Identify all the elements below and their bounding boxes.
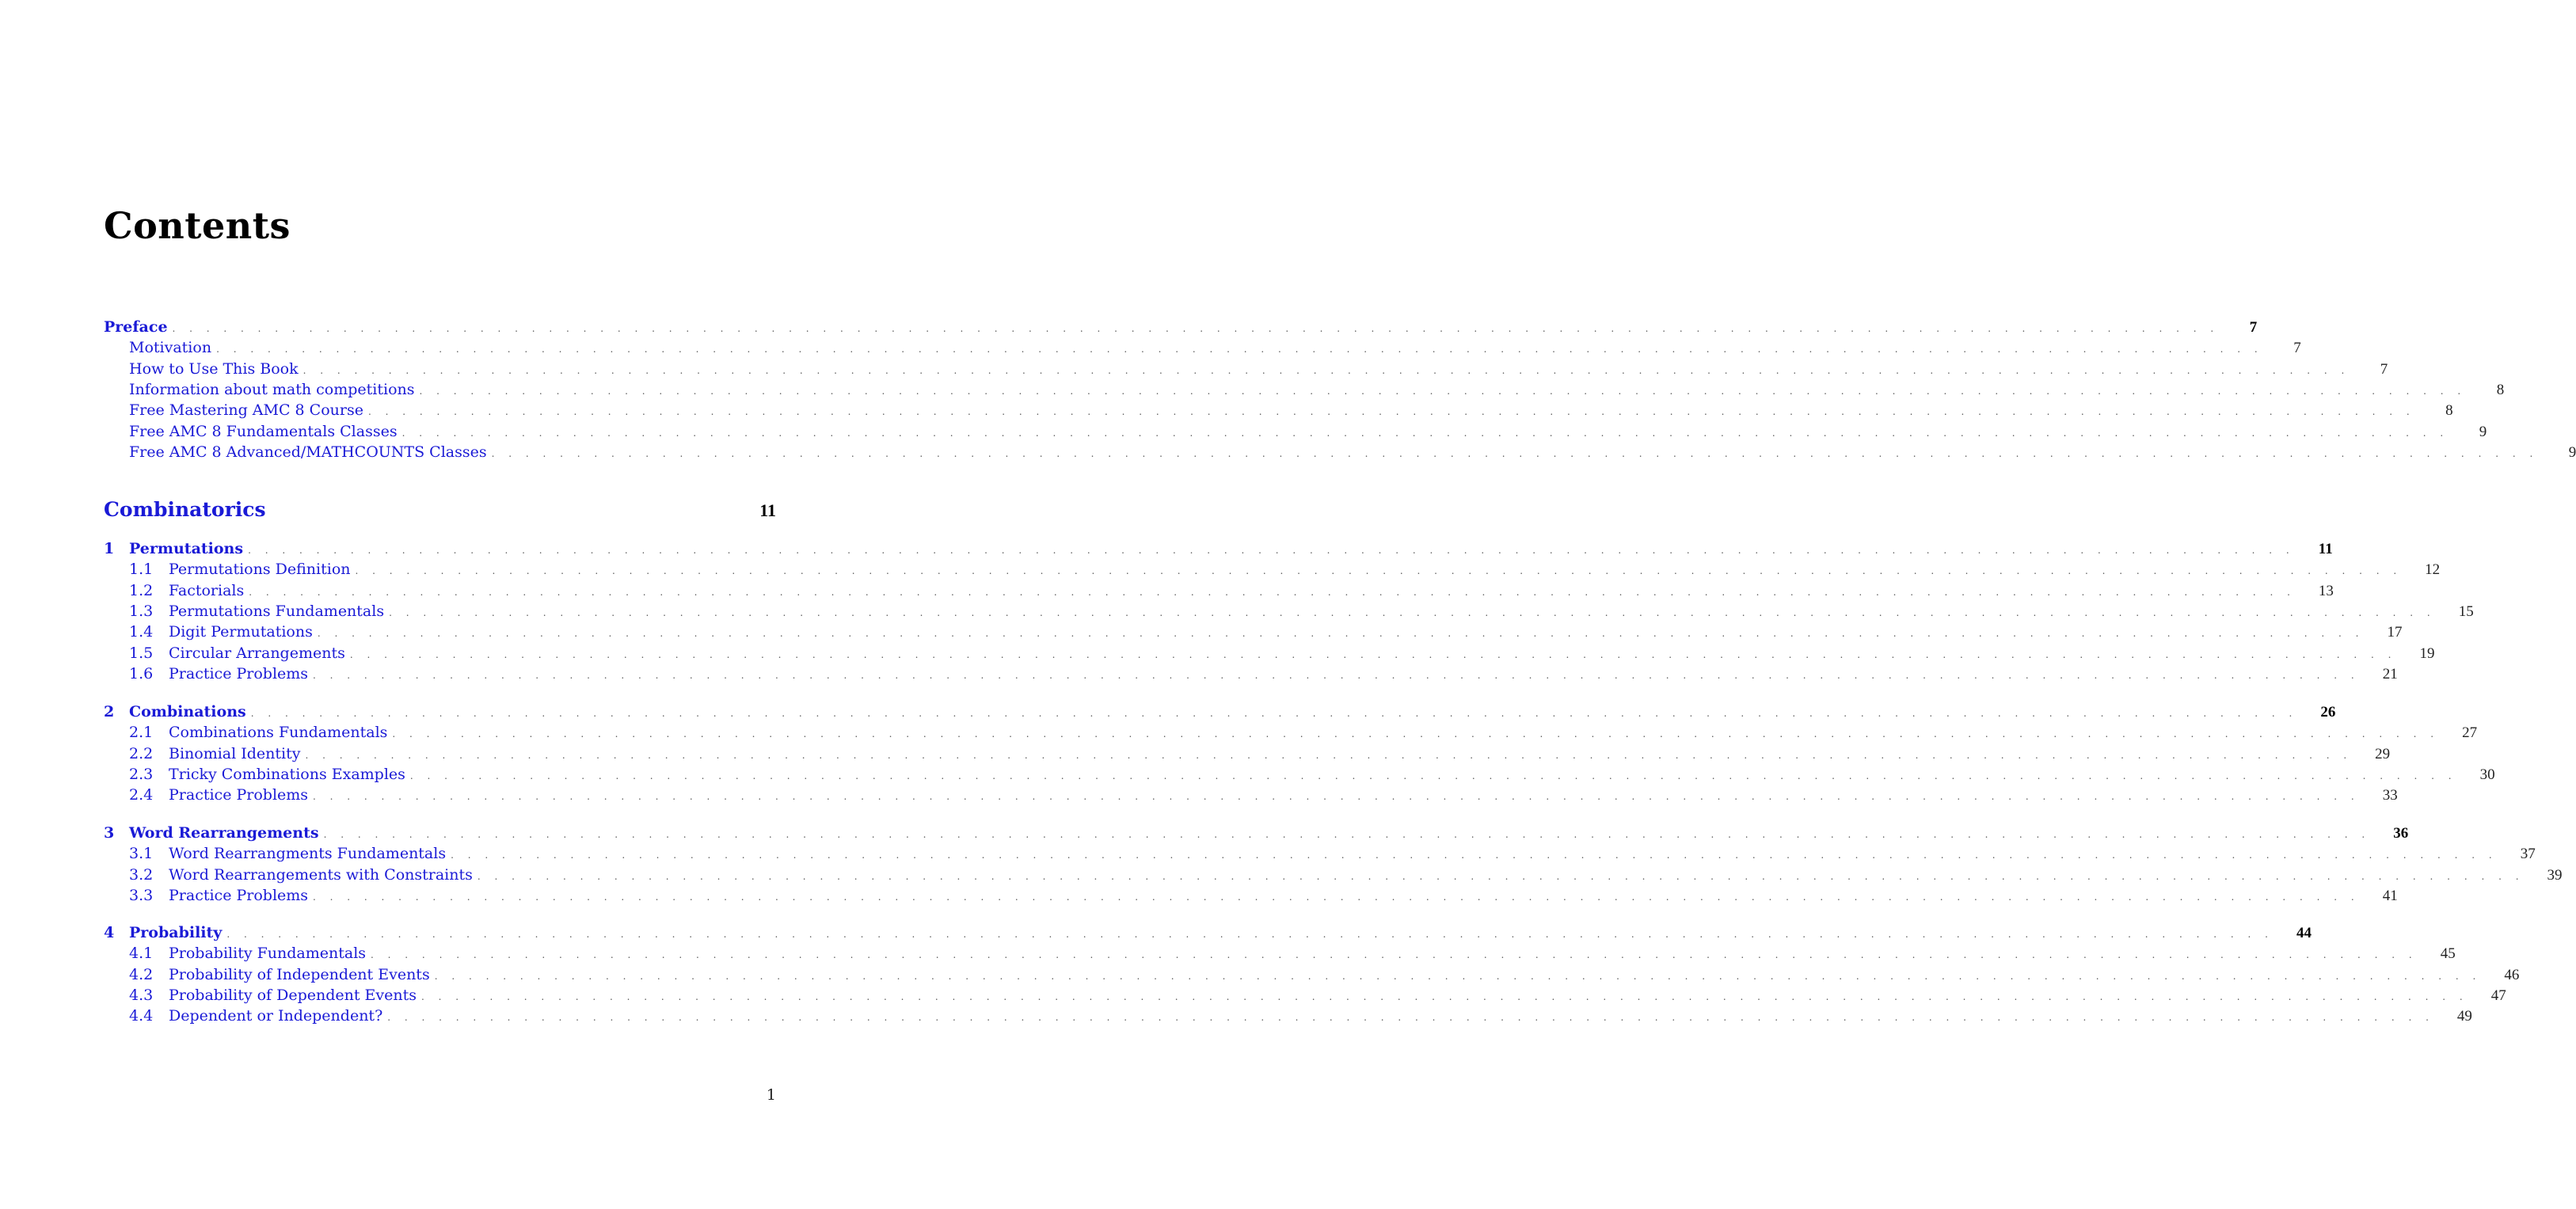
toc-entry-page: 7 — [2293, 340, 2301, 357]
toc-entry-label[interactable]: Permutations Fundamentals — [169, 602, 385, 620]
dot-leader: . . . . . . . . . . . . . . . . . . . . . . . . . . . . . . . . . . . . . . . . . . . . . . . . . . . . . . . . . . . . . . . . . . . . . . . . . . . . . . . . . . . . . . . . . . . . . . . . . . . . . . . . . . . . . . . . . . . . . . . . — [409, 770, 2457, 781]
toc-entry-label[interactable]: Practice Problems — [169, 786, 309, 804]
toc-entry-page: 12 — [2425, 561, 2441, 579]
toc-section[interactable] — [104, 622, 2403, 642]
toc-entry-label[interactable]: Preface — [104, 318, 168, 336]
dot-leader: . . . . . . . . . . . . . . . . . . . . . . . . . . . . . . . . . . . . . . . . . . . . . . . . . . . . . . . . . . . . . . . . . . . . . . . . . . . . . . . . . . . . . . . . . . . . . . . . . . . . . . . . . . . . . . . . . . . . . . . . — [367, 406, 2415, 418]
dot-leader: . . . . . . . . . . . . . . . . . . . . . . . . . . . . . . . . . . . . . . . . . . . . . . . . . . . . . . . . . . . . . . . . . . . . . . . . . . . . . . . . . . . . . . . . . . . . . . . . . . . . . . . . . . . . . . . . . . . . . . . . — [250, 708, 2298, 719]
toc-entry-label[interactable]: Dependent or Independent? — [169, 1007, 383, 1025]
toc-entry-label[interactable]: Free AMC 8 Fundamentals Classes — [129, 422, 398, 440]
toc-chapter[interactable] — [104, 701, 2336, 722]
toc-part[interactable] — [104, 497, 776, 523]
toc-entry-number: 4.1 — [129, 945, 154, 963]
dot-leader: . . . . . . . . . . . . . . . . . . . . . . . . . . . . . . . . . . . . . . . . . . . . . . . . . . . . . . . . . . . . . . . . . . . . . . . . . . . . . . . . . . . . . . . . . . . . . . . . . . . . . . . . . . . . . . . . . . . . . . . . — [302, 364, 2350, 376]
page-title: Contents — [104, 204, 291, 247]
dot-leader: . . . . . . . . . . . . . . . . . . . . . . . . . . . . . . . . . . . . . . . . . . . . . . . . . . . . . . . . . . . . . . . . . . . . . . . . . . . . . . . . . . . . . . . . . . . . . . . . . . . . . . . . . . . . . . . . . . . . . . . . — [401, 427, 2449, 439]
toc-entry-label[interactable]: Word Rearrangements — [129, 824, 319, 842]
toc-entry-page: 29 — [2375, 745, 2391, 762]
toc-preface-item[interactable] — [104, 359, 2388, 379]
toc-section[interactable] — [104, 885, 2398, 906]
dot-leader: . . . . . . . . . . . . . . . . . . . . . . . . . . . . . . . . . . . . . . . . . . . . . . . . . . . . . . . . . . . . . . . . . . . . . . . . . . . . . . . . . . . . . . . . . . . . . . . . . . . . . . . . . . . . . . . . . . . . . . . . — [355, 565, 2403, 577]
toc-entry-number: 2.1 — [129, 724, 154, 742]
toc-section[interactable] — [104, 785, 2398, 805]
toc-chapter[interactable] — [104, 922, 2312, 943]
toc-preface-item[interactable] — [104, 400, 2453, 420]
toc-section[interactable] — [104, 601, 2474, 622]
dot-leader: . . . . . . . . . . . . . . . . . . . . . . . . . . . . . . . . . . . . . . . . . . . . . . . . . . . . . . . . . . . . . . . . . . . . . . . . . . . . . . . . . . . . . . . . . . . . . . . . . . . . . . . . . . . . . . . . . . . . . . . . — [249, 586, 2296, 598]
toc-section[interactable] — [104, 943, 2456, 964]
toc-entry-page: 46 — [2504, 966, 2520, 983]
toc-entry-page: 9 — [2568, 443, 2576, 461]
toc-entry-label[interactable]: Permutations Definition — [169, 561, 351, 579]
toc-section[interactable] — [104, 722, 2478, 743]
dot-leader: . . . . . . . . . . . . . . . . . . . . . . . . . . . . . . . . . . . . . . . . . . . . . . . . . . . . . . . . . . . . . . . . . . . . . . . . . . . . . . . . . . . . . . . . . . . . . . . . . . . . . . . . . . . . . . . . . . . . . . . . — [313, 669, 2360, 681]
toc-entry-number: 1.5 — [129, 644, 154, 662]
toc-entry-number: 1.3 — [129, 602, 154, 620]
toc-entry-number: 2.3 — [129, 765, 154, 783]
toc-entry-page: 44 — [2296, 925, 2312, 941]
dot-leader: . . . . . . . . . . . . . . . . . . . . . . . . . . . . . . . . . . . . . . . . . . . . . . . . . . . . . . . . . . . . . . . . . . . . . . . . . . . . . . . . . . . . . . . . . . . . . . . . . . . . . . . . . . . . . . . . . . . . . . . . — [313, 791, 2360, 803]
dot-leader: . . . . . . . . . . . . . . . . . . . . . . . . . . . . . . . . . . . . . . . . . . . . . . . . . . . . . . . . . . . . . . . . . . . . . . . . . . . . . . . . . . . . . . . . . . . . . . . . . . . . . . . . . . . . . . . . . . . . . . . . — [313, 891, 2360, 903]
toc-entry-page: 17 — [2387, 624, 2403, 641]
toc-section[interactable] — [104, 580, 2334, 601]
toc-entry-label[interactable]: Practice Problems — [169, 886, 309, 904]
toc-chapter[interactable] — [104, 538, 2333, 559]
toc-entry-label[interactable]: Probability of Independent Events — [169, 965, 430, 983]
toc-entry-number: 4 — [104, 924, 115, 941]
toc-entry-number: 2.2 — [129, 744, 154, 762]
toc-entry-number: 2 — [104, 703, 115, 720]
dot-leader: . . . . . . . . . . . . . . . . . . . . . . . . . . . . . . . . . . . . . . . . . . . . . . . . . . . . . . . . . . . . . . . . . . . . . . . . . . . . . . . . . . . . . . . . . . . . . . . . . . . . . . . . . . . . . . . . . . . . . . . . — [477, 870, 2525, 882]
toc-entry-page: 26 — [2320, 704, 2336, 720]
toc-entry-page: 47 — [2490, 987, 2506, 1004]
toc-entry-number: 4.3 — [129, 986, 154, 1004]
toc-entry-label[interactable]: Binomial Identity — [169, 744, 301, 762]
page-number: 1 — [766, 1086, 776, 1104]
toc-section[interactable] — [104, 985, 2506, 1006]
toc-section[interactable] — [104, 559, 2441, 580]
toc-entry-page: 7 — [2380, 360, 2388, 378]
toc-section[interactable] — [104, 743, 2391, 764]
toc-section[interactable] — [104, 865, 2563, 885]
toc-entry-label[interactable]: Free Mastering AMC 8 Course — [129, 401, 363, 420]
toc-entry-page: 8 — [2445, 402, 2453, 420]
toc-preface-item[interactable] — [104, 337, 2301, 358]
toc-preface-item[interactable] — [104, 379, 2505, 400]
toc-entry-label[interactable]: Probability of Dependent Events — [169, 986, 417, 1004]
toc-entry-number: 2.4 — [129, 786, 154, 804]
toc-entry-label[interactable]: Practice Problems — [169, 664, 309, 682]
toc-preface-item[interactable] — [104, 421, 2487, 442]
toc-entry-page: 36 — [2393, 825, 2409, 842]
dot-leader: . . . . . . . . . . . . . . . . . . . . . . . . . . . . . . . . . . . . . . . . . . . . . . . . . . . . . . . . . . . . . . . . . . . . . . . . . . . . . . . . . . . . . . . . . . . . . . . . . . . . . . . . . . . . . . . . . . . . . . . . — [392, 728, 2440, 740]
toc-entry-page: 13 — [2318, 582, 2334, 599]
toc-entry-number: 3.3 — [129, 886, 154, 904]
dot-leader: . . . . . . . . . . . . . . . . . . . . . . . . . . . . . . . . . . . . . . . . . . . . . . . . . . . . . . . . . . . . . . . . . . . . . . . . . . . . . . . . . . . . . . . . . . . . . . . . . . . . . . . . . . . . . . . . . . . . . . . . — [305, 749, 2353, 761]
toc-entry-page: 11 — [759, 500, 776, 520]
toc-entry-page: 37 — [2520, 846, 2536, 863]
toc-section[interactable] — [104, 764, 2495, 785]
dot-leader: . . . . . . . . . . . . . . . . . . . . . . . . . . . . . . . . . . . . . . . . . . . . . . . . . . . . . . . . . . . . . . . . . . . . . . . . . . . . . . . . . . . . . . . . . . . . . . . . . . . . . . . . . . . . . . . . . . . . . . . . — [226, 929, 2274, 940]
toc-entry-label[interactable]: Factorials — [169, 581, 245, 599]
toc-preface[interactable] — [104, 317, 2258, 337]
toc-preface-item[interactable] — [104, 442, 2576, 462]
toc-section[interactable] — [104, 1006, 2472, 1026]
dot-leader: . . . . . . . . . . . . . . . . . . . . . . . . . . . . . . . . . . . . . . . . . . . . . . . . . . . . . . . . . . . . . . . . . . . . . . . . . . . . . . . . . . . . . . . . . . . . . . . . . . . . . . . . . . . . . . . . . . . . . . . . — [451, 850, 2498, 861]
toc-entry-page: 49 — [2456, 1008, 2472, 1025]
toc-entry-number: 3.1 — [129, 845, 154, 863]
dot-leader: . . . . . . . . . . . . . . . . . . . . . . . . . . . . . . . . . . . . . . . . . . . . . . . . . . . . . . . . . . . . . . . . . . . . . . . . . . . . . . . . . . . . . . . . . . . . . . . . . . . . . . . . . . . . . . . . . . . . . . . . — [491, 447, 2539, 459]
toc-entry-label[interactable]: Free AMC 8 Advanced/MATHCOUNTS Classes — [129, 443, 487, 461]
toc-entry-label[interactable]: Word Rearrangements with Constraints — [169, 865, 473, 884]
toc-entry-number: 1.6 — [129, 664, 154, 682]
toc-section[interactable] — [104, 964, 2520, 985]
toc-entry-page: 33 — [2382, 787, 2398, 804]
dot-leader: . . . . . . . . . . . . . . . . . . . . . . . . . . . . . . . . . . . . . . . . . . . . . . . . . . . . . . . . . . . . . . . . . . . . . . . . . . . . . . . . . . . . . . . . . . . . . . . . . . . . . . . . . . . . . . . . . . . . . . . . — [216, 344, 2263, 355]
dot-leader: . . . . . . . . . . . . . . . . . . . . . . . . . . . . . . . . . . . . . . . . . . . . . . . . . . . . . . . . . . . . . . . . . . . . . . . . . . . . . . . . . . . . . . . . . . . . . . . . . . . . . . . . . . . . . . . . . . . . . . . . — [248, 545, 2295, 556]
toc-entry-page: 8 — [2496, 381, 2505, 398]
dot-leader: . . . . . . . . . . . . . . . . . . . . . . . . . . . . . . . . . . . . . . . . . . . . . . . . . . . . . . . . . . . . . . . . . . . . . . . . . . . . . . . . . . . . . . . . . . . . . . . . . . . . . . . . . . . . . . . . . . . . . . . . — [434, 970, 2482, 982]
toc-entry-page: 30 — [2479, 766, 2495, 783]
toc-entry-page: 19 — [2419, 644, 2435, 662]
toc-entry-page: 7 — [2249, 319, 2258, 336]
toc-entry-page: 15 — [2458, 603, 2474, 620]
dot-leader: . . . . . . . . . . . . . . . . . . . . . . . . . . . . . . . . . . . . . . . . . . . . . . . . . . . . . . . . . . . . . . . . . . . . . . . . . . . . . . . . . . . . . . . . . . . . . . . . . . . . . . . . . . . . . . . . . . . . . . . . — [389, 606, 2436, 618]
toc-section[interactable] — [104, 663, 2398, 684]
toc-entry-label[interactable]: How to Use This Book — [129, 359, 299, 378]
toc-entry-number: 1.4 — [129, 623, 154, 641]
dot-leader: . . . . . . . . . . . . . . . . . . . . . . . . . . . . . . . . . . . . . . . . . . . . . . . . . . . . . . . . . . . . . . . . . . . . . . . . . . . . . . . . . . . . . . . . . . . . . . . . . . . . . . . . . . . . . . . . . . . . . . . . — [317, 628, 2365, 640]
toc-entry-label[interactable]: Word Rearrangments Fundamentals — [169, 845, 447, 863]
toc-entry-page: 11 — [2318, 541, 2333, 557]
dot-leader: . . . . . . . . . . . . . . . . . . . . . . . . . . . . . . . . . . . . . . . . . . . . . . . . . . . . . . . . . . . . . . . . . . . . . . . . . . . . . . . . . . . . . . . . . . . . . . . . . . . . . . . . . . . . . . . . . . . . . . . . — [323, 829, 2371, 840]
toc-entry-number: 3 — [104, 824, 115, 842]
toc-entry-label[interactable]: Motivation — [129, 339, 212, 357]
toc-entry-label[interactable]: Permutations — [129, 540, 244, 557]
toc-chapter[interactable] — [104, 823, 2409, 843]
dot-leader: . . . . . . . . . . . . . . . . . . . . . . . . . . . . . . . . . . . . . . . . . . . . . . . . . . . . . . . . . . . . . . . . . . . . . . . . . . . . . . . . . . . . . . . . . . . . . . . . . . . . . . . . . . . . . . . . . . . . . . . . — [387, 1012, 2434, 1024]
toc-entry-number: 4.2 — [129, 965, 154, 983]
toc-entry-page: 27 — [2462, 724, 2478, 742]
toc-entry-number: 1 — [104, 540, 115, 557]
toc-entry-label[interactable]: Probability — [129, 924, 223, 941]
toc-entry-number: 4.4 — [129, 1007, 154, 1025]
toc-entry-number: 3.2 — [129, 865, 154, 884]
toc-entry-label[interactable]: Tricky Combinations Examples — [169, 765, 405, 783]
toc-entry-label[interactable]: Probability Fundamentals — [169, 945, 367, 963]
dot-leader: . . . . . . . . . . . . . . . . . . . . . . . . . . . . . . . . . . . . . . . . . . . . . . . . . . . . . . . . . . . . . . . . . . . . . . . . . . . . . . . . . . . . . . . . . . . . . . . . . . . . . . . . . . . . . . . . . . . . . . . . — [371, 949, 2418, 961]
dot-leader: . . . . . . . . . . . . . . . . . . . . . . . . . . . . . . . . . . . . . . . . . . . . . . . . . . . . . . . . . . . . . . . . . . . . . . . . . . . . . . . . . . . . . . . . . . . . . . . . . . . . . . . . . . . . . . . . . . . . . . . . — [419, 385, 2467, 397]
toc-entry-number: 1.2 — [129, 581, 154, 599]
toc-entry-page: 39 — [2547, 866, 2563, 884]
toc-entry-page: 45 — [2440, 945, 2456, 963]
dot-leader: . . . . . . . . . . . . . . . . . . . . . . . . . . . . . . . . . . . . . . . . . . . . . . . . . . . . . . . . . . . . . . . . . . . . . . . . . . . . . . . . . . . . . . . . . . . . . . . . . . . . . . . . . . . . . . . . . . . . . . . . — [421, 990, 2468, 1002]
toc-entry-number: 1.1 — [129, 561, 154, 579]
toc-entry-label[interactable]: Digit Permutations — [169, 623, 313, 641]
toc-entry-page: 41 — [2382, 887, 2398, 904]
toc-section[interactable] — [104, 843, 2536, 864]
dot-leader: . . . . . . . . . . . . . . . . . . . . . . . . . . . . . . . . . . . . . . . . . . . . . . . . . . . . . . . . . . . . . . . . . . . . . . . . . . . . . . . . . . . . . . . . . . . . . . . . . . . . . . . . . . . . . . . . . . . . . . . . — [349, 648, 2397, 660]
toc-section[interactable] — [104, 643, 2435, 663]
toc-entry-label[interactable]: Combinations — [129, 703, 246, 720]
toc-entry-page: 21 — [2382, 665, 2398, 682]
toc-entry-label[interactable]: Combinations Fundamentals — [169, 724, 388, 742]
toc-entry-label[interactable]: Circular Arrangements — [169, 644, 345, 662]
dot-leader: . . . . . . . . . . . . . . . . . . . . . . . . . . . . . . . . . . . . . . . . . . . . . . . . . . . . . . . . . . . . . . . . . . . . . . . . . . . . . . . . . . . . . . . . . . . . . . . . . . . . . . . . . . . . . . . . . . . . . . . . — [172, 323, 2220, 334]
toc-entry-label[interactable]: Combinatorics — [104, 498, 266, 521]
toc-entry-label[interactable]: Information about math competitions — [129, 380, 415, 398]
toc-entry-page: 9 — [2479, 423, 2487, 440]
